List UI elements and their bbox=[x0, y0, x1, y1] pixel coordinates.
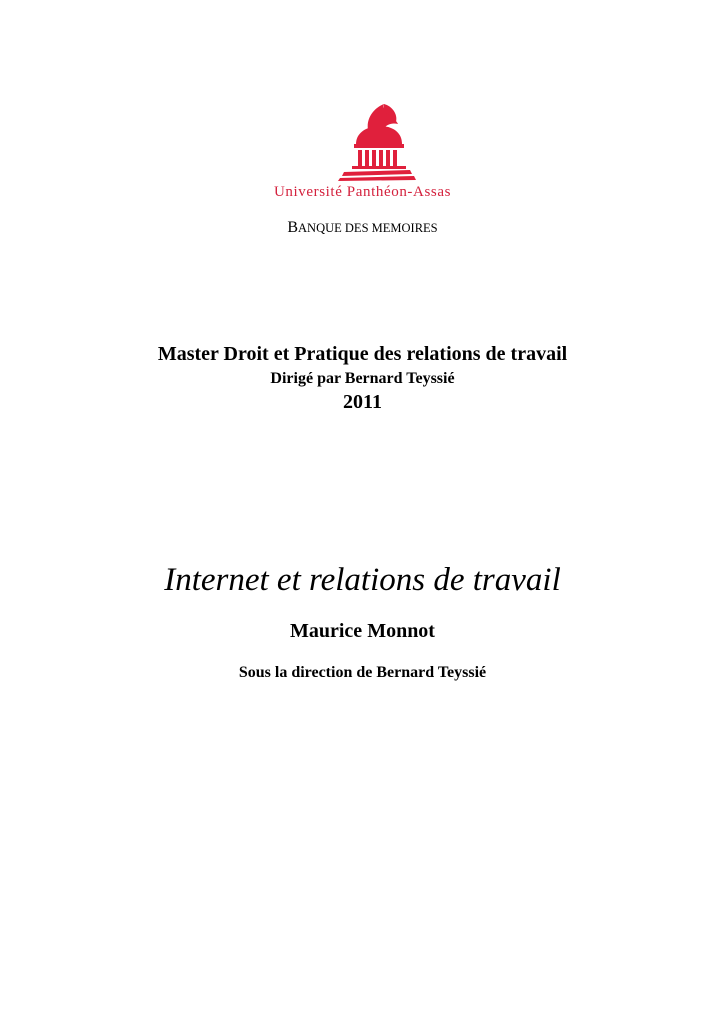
bank-heading-initial: B bbox=[287, 219, 299, 236]
university-name: Université Panthéon-Assas bbox=[273, 184, 452, 200]
thesis-title: Internet et relations de travail bbox=[164, 562, 561, 598]
bank-heading bbox=[0, 219, 725, 237]
program-director: Dirigé par Bernard Teyssié bbox=[270, 370, 455, 387]
pantheon-dome-logo-icon bbox=[338, 100, 418, 182]
thesis-supervision: Sous la direction de Bernard Teyssié bbox=[238, 664, 487, 681]
program-year: 2011 bbox=[343, 391, 382, 413]
thesis-author: Maurice Monnot bbox=[290, 620, 435, 642]
bank-heading-rest: ANQUE DES MEMOIRES bbox=[298, 221, 438, 235]
master-program-title: Master Droit et Pratique des relations de travail bbox=[157, 343, 568, 365]
